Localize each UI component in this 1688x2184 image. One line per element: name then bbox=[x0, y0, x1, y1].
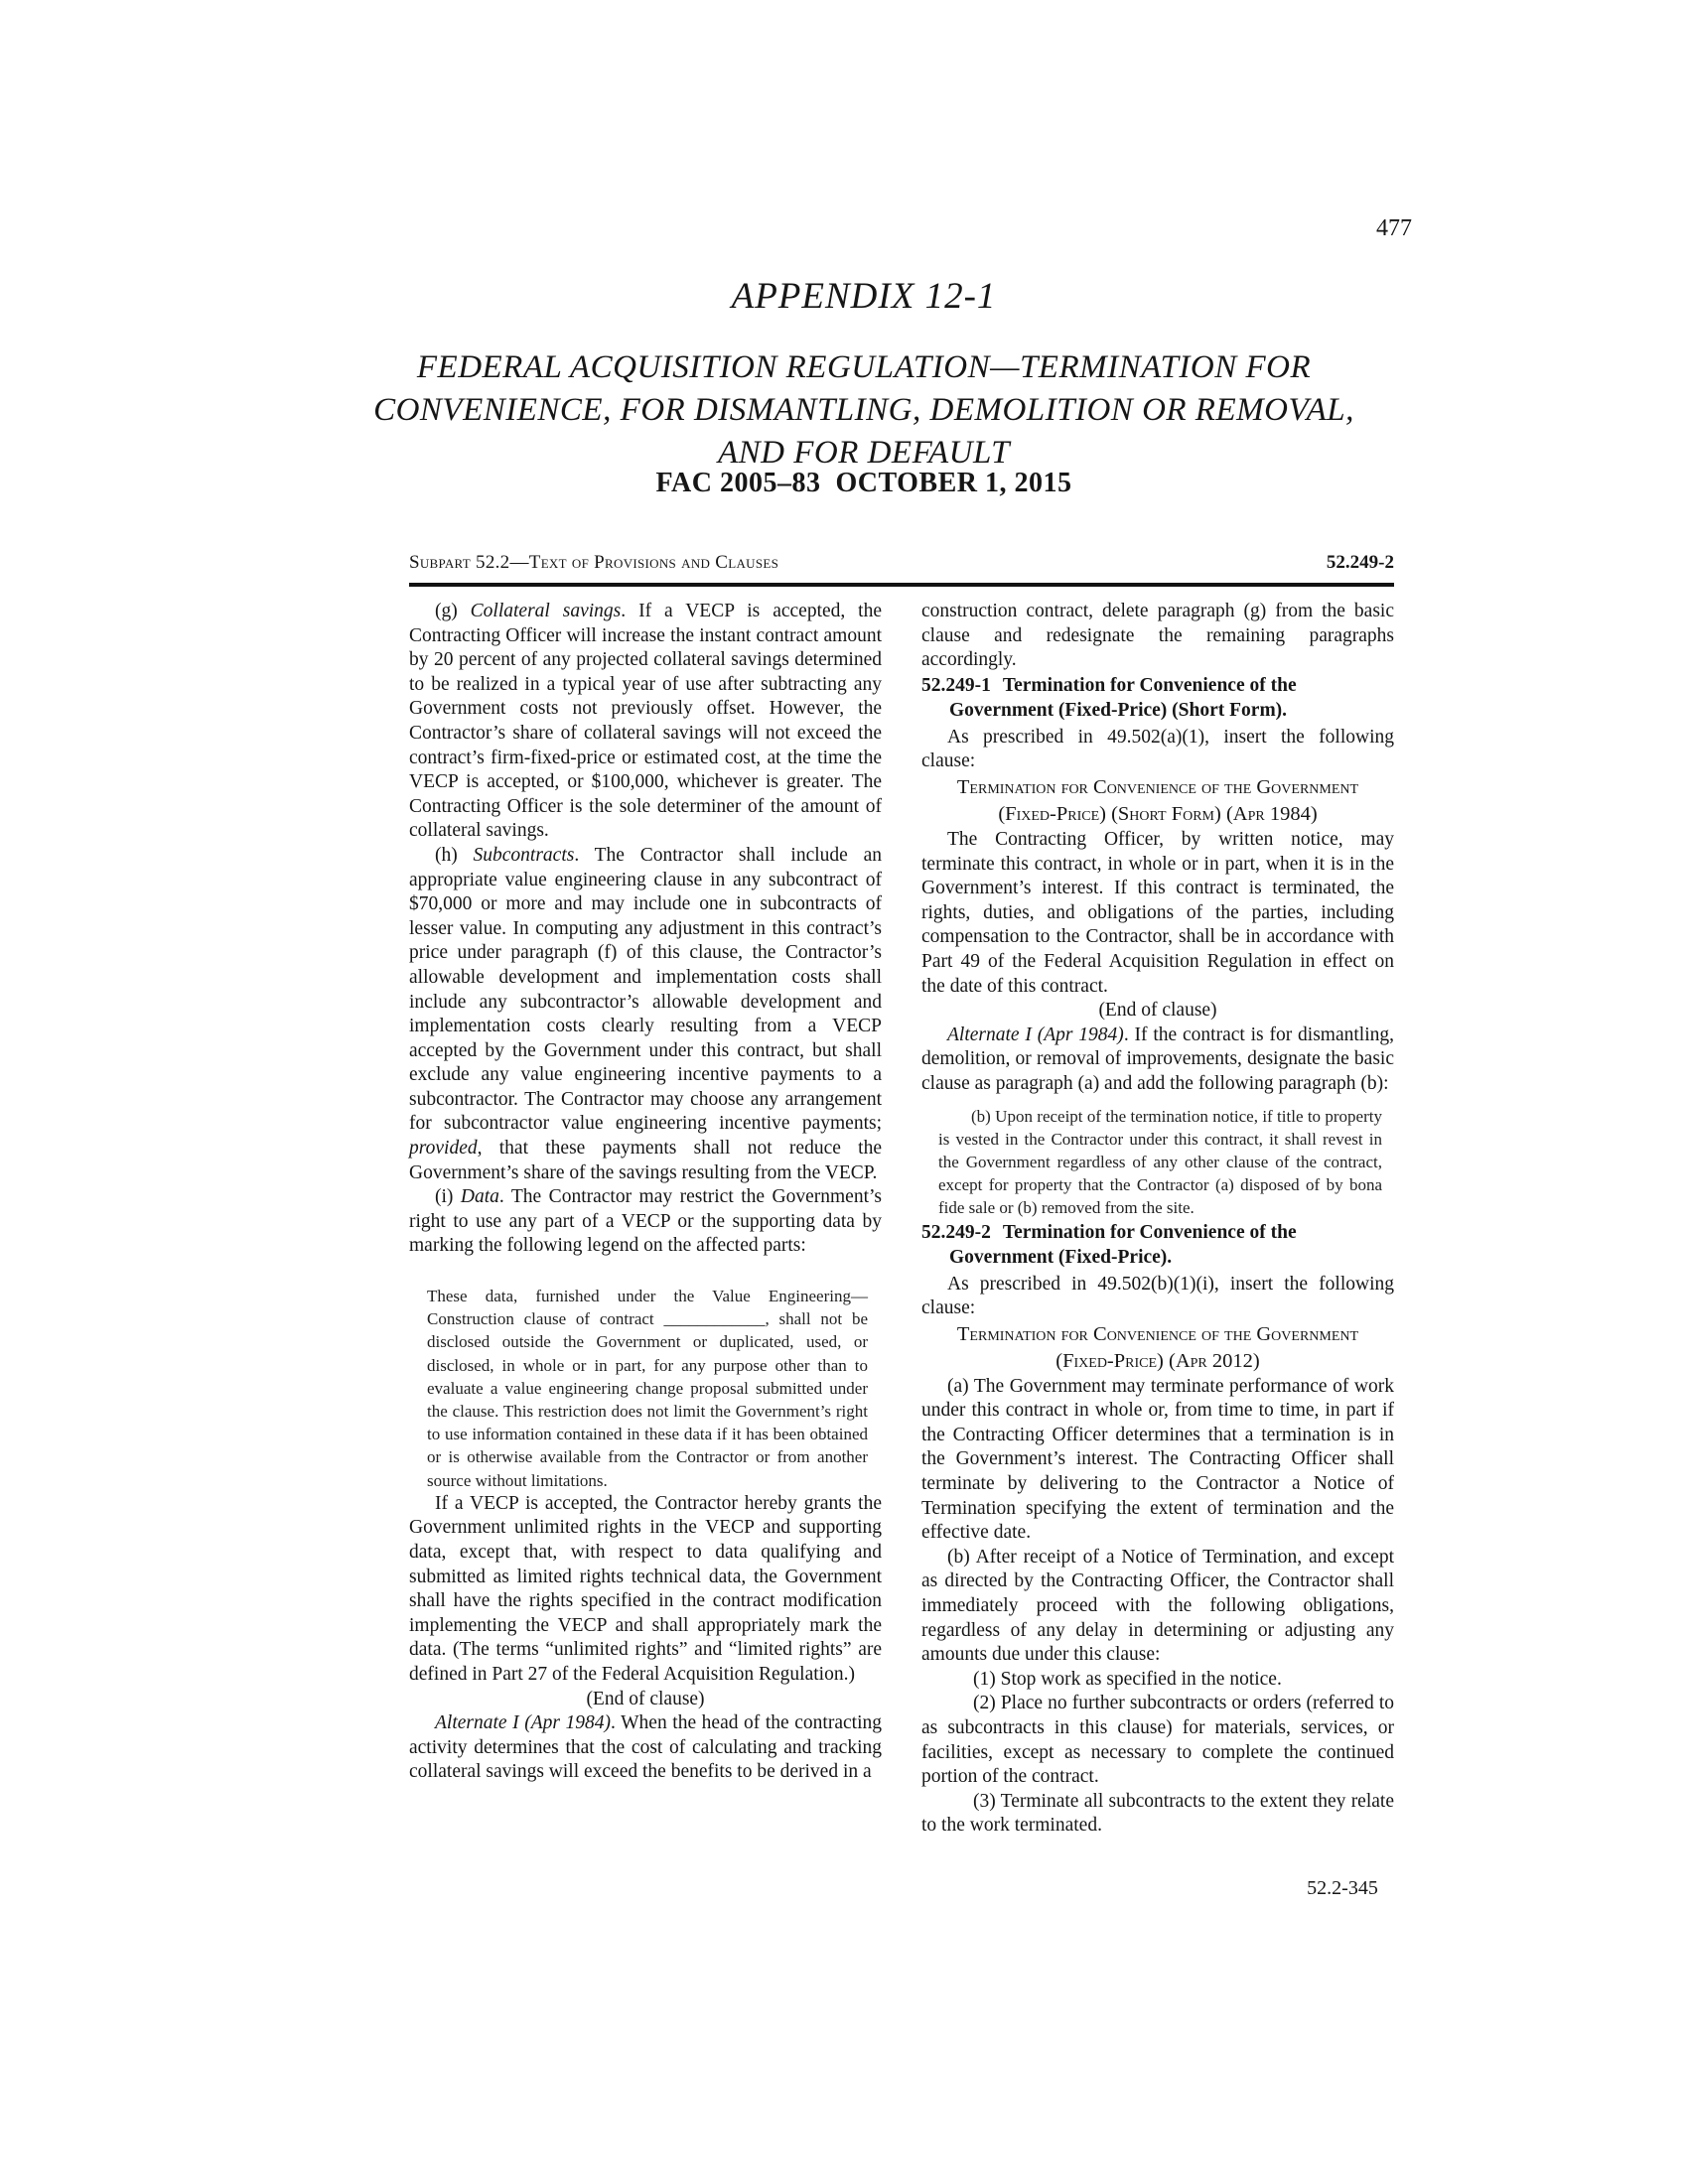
section-heading-52-249-1 bbox=[921, 673, 1394, 724]
paragraph-i bbox=[409, 1185, 882, 1259]
clause-title-1 bbox=[921, 774, 1394, 828]
paragraph-text: , that these payments shall not reduce the Government’s share of the savings resulting from the VECP. bbox=[409, 1138, 882, 1183]
fac-date-line: FAC 2005–83 OCTOBER 1, 2015 bbox=[655, 468, 1072, 498]
paragraph-text: . The Contractor may restrict the Government’s right to use any part of a VECP or the supporting data by marking the following legend on the affected parts: bbox=[409, 1186, 882, 1257]
section-number: 52.249-1 bbox=[921, 674, 991, 696]
paragraph-text: . When the head of the contracting activity determines that the cost of calculating and tracking collateral savings will exceed the benefits to be derived in a bbox=[409, 1712, 882, 1783]
running-head bbox=[409, 552, 1394, 574]
defined-term: Data bbox=[460, 1186, 499, 1208]
clause-title-line: Termination for Convenience of the Government bbox=[956, 1322, 1359, 1345]
legend-block: These data, furnished under the Value Engineering—Construction clause of contract ____________, shall not be disclosed outside the Government or duplicated, used, or disclosed, in whole or in part, for any purpose other than to evaluate a value engineering change proposal submitted under the clause. This restriction does not limit the Government’s right to use information contained in these data if it has been obtained or is otherwise available from the Contractor or from another source without limitations. bbox=[427, 1287, 868, 1490]
end-of-clause-left: (End of clause) bbox=[586, 1688, 705, 1709]
paragraph-vecp-accepted: If a VECP is accepted, the Contractor hereby grants the Government unlimited rights in the VECP and supporting data, except that, with respect to data qualifying and submitted as limited rights technical data, the Government shall have the rights specified in the contract modification implementing the VECP and shall appropriately mark the data. (The terms “unlimited rights” and “limited rights” are defined in Part 27 of the Federal Acquisition Regulation.) bbox=[409, 1492, 882, 1686]
paragraph-a: (a) The Government may terminate performance of work under this contract in whole or, from time to time, in part if the Contracting Officer determines that a termination is in the Government’s interest. The Contracting Officer shall terminate by delivering to the Contractor a Notice of Termination specifying the extent of termination and the effective date. bbox=[921, 1375, 1394, 1544]
paragraph-b: (b) After receipt of a Notice of Termination, and except as directed by the Contracting Officer, the Contractor shall immediately proceed with the following obligations, regardless of any delay in determining or adjusting any amounts due under this clause: bbox=[921, 1546, 1394, 1666]
paragraph-text: . If the contract is for dismantling, demolition, or removal of improvements, designate the basic clause as paragraph (a) and add the following paragraph (b): bbox=[921, 1024, 1395, 1094]
paragraph-g bbox=[409, 600, 882, 844]
alternate-i-left bbox=[409, 1711, 882, 1785]
alternate-i-right bbox=[921, 1024, 1394, 1097]
section-title: Termination for Convenience of the Government (Fixed-Price) (Short Form). bbox=[949, 674, 1297, 722]
document-title-line: AND FOR DEFAULT bbox=[717, 435, 1011, 471]
clause-title-line: (Fixed-Price) (Apr 2012) bbox=[1055, 1349, 1260, 1372]
emphasized-word: provided bbox=[409, 1138, 478, 1160]
header-rule bbox=[409, 583, 1394, 587]
clause-body-1: The Contracting Officer, by written notice, may terminate this contract, in whole or in part, when it is in the Government’s interest. If this contract is terminated, the rights, duties, and obligations of the parties, including compensation to the Contractor, shall be in accordance with Part 49 of the Federal Acquisition Regulation in effect on the date of this contract. bbox=[921, 828, 1394, 997]
list-item-1: (1) Stop work as specified in the notice. bbox=[973, 1668, 1282, 1690]
page-number: 477 bbox=[1376, 215, 1412, 241]
paragraph-label: (g) bbox=[435, 601, 471, 621]
end-of-clause-right: (End of clause) bbox=[1098, 1000, 1217, 1022]
paragraph-h bbox=[409, 844, 882, 1185]
alternate-lead-in: Alternate I (Apr 1984) bbox=[947, 1024, 1124, 1045]
defined-term: Subcontracts bbox=[473, 844, 575, 866]
document-title-line: FEDERAL ACQUISITION REGULATION—TERMINATION FOR bbox=[416, 349, 1312, 385]
section-title: Termination for Convenience of the Government (Fixed-Price). bbox=[949, 1221, 1297, 1269]
prescribed-note-2: As prescribed in 49.502(b)(1)(i), insert the following clause: bbox=[921, 1273, 1394, 1319]
clause-title-2 bbox=[921, 1321, 1394, 1375]
two-column-body bbox=[409, 600, 1394, 1839]
list-item-3: (3) Terminate all subcontracts to the extent they relate to the work terminated. bbox=[921, 1790, 1394, 1837]
paragraph-text: . If a VECP is accepted, the Contracting Officer will increase the instant contract amount by 20 percent of any projected collateral savings determined to be realized in a typical year of use after subtracting any Government costs not previously offset. However, the Contractor’s share of collateral savings will not exceed the contract’s firm-fixed-price or estimated cost, at the time the VECP is accepted, or $100,000, whichever is greater. The Contracting Officer is the sole determiner of the amount of collateral savings. bbox=[409, 601, 883, 842]
prescribed-note-1: As prescribed in 49.502(a)(1), insert the following clause: bbox=[921, 726, 1394, 772]
list-item-2: (2) Place no further subcontracts or orders (referred to as subcontracts in this clause) for materials, services, or facilities, except as necessary to complete the continued portion of the contract. bbox=[921, 1693, 1394, 1788]
defined-term: Collateral savings bbox=[470, 601, 622, 621]
left-column bbox=[409, 600, 882, 1839]
continuation-paragraph: construction contract, delete paragraph (g) from the basic clause and redesignate the remaining paragraphs accordingly. bbox=[921, 601, 1394, 671]
document-title-line: CONVENIENCE, FOR DISMANTLING, DEMOLITION OR REMOVAL, bbox=[373, 392, 1354, 428]
clause-title-line: (Fixed-Price) (Short Form) (Apr 1984) bbox=[998, 802, 1318, 825]
appendix-title: APPENDIX 12-1 bbox=[731, 276, 997, 317]
alternate-sub-paragraph-b: (b) Upon receipt of the termination notice, if title to property is vested in the Contractor under this contract, it shall revest in the Government regardless of any other clause of the contract, except for property that the Contractor (a) disposed of by bona fide sale or (b) removed from the site. bbox=[938, 1106, 1382, 1218]
paragraph-label: (h) bbox=[435, 844, 474, 866]
clause-title-line: Termination for Convenience of the Government bbox=[956, 775, 1359, 798]
section-number: 52.249-2 bbox=[921, 1221, 991, 1243]
page-footer: 52.2-345 bbox=[1307, 1877, 1378, 1899]
running-head-subpart: Subpart 52.2—Text of Provisions and Clauses bbox=[409, 552, 779, 573]
paragraph-label: (i) bbox=[435, 1186, 461, 1208]
right-column bbox=[921, 600, 1394, 1839]
alternate-lead-in: Alternate I (Apr 1984) bbox=[435, 1712, 612, 1734]
running-head-section: 52.249-2 bbox=[1326, 552, 1394, 573]
document-title bbox=[338, 346, 1390, 475]
section-heading-52-249-2 bbox=[921, 1220, 1394, 1271]
paragraph-text: . The Contractor shall include an appropriate value engineering clause in any subcontract of $70,000 or more and may include one in subcontracts of lesser value. In computing any adjustment in this contract’s price under paragraph (f) of this clause, the Contractor’s allowable development and implementation costs shall include any subcontractor’s allowable development and implementation costs clearly resulting from a VECP accepted by the Government under this contract, but shall exclude any value engineering incentive payments to a subcontractor. The Contractor may choose any arrangement for subcontractor value engineering incentive payments; bbox=[409, 844, 882, 1135]
